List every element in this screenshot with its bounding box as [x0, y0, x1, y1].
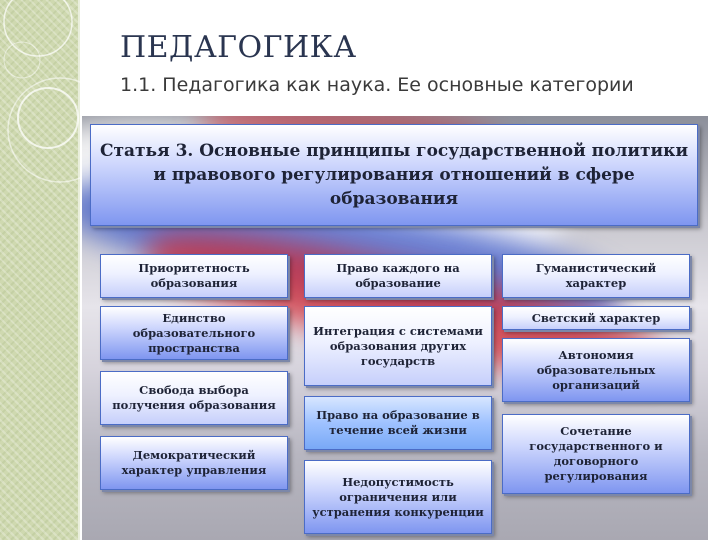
- principle-box: Сочетание государственного и договорного регулирования: [502, 414, 690, 494]
- article-header-box: Статья 3. Основные принципы государственной политики и правового регулирования отношений в сфере образования: [90, 124, 698, 226]
- principle-box: Демократический характер управления: [100, 436, 288, 490]
- principle-box: Приоритетность образования: [100, 254, 288, 298]
- principle-box: Гуманистический характер: [502, 254, 690, 298]
- principle-box: Свобода выбора получения образования: [100, 371, 288, 425]
- principle-box: Автономия образовательных организаций: [502, 338, 690, 402]
- principle-box: Право на образование в течение всей жизни: [304, 396, 492, 450]
- principle-box: Право каждого на образование: [304, 254, 492, 298]
- slide-subtitle: 1.1. Педагогика как наука. Ее основные категории: [120, 74, 634, 96]
- principle-box: Единство образовательного пространства: [100, 306, 288, 360]
- slide-title: ПЕДАГОГИКА: [120, 30, 357, 65]
- principle-box: Интеграция с системами образования других государств: [304, 306, 492, 386]
- principle-box: Светский характер: [502, 306, 690, 330]
- principle-box: Недопустимость ограничения или устранения конкуренции: [304, 460, 492, 534]
- principles-figure: [82, 116, 708, 540]
